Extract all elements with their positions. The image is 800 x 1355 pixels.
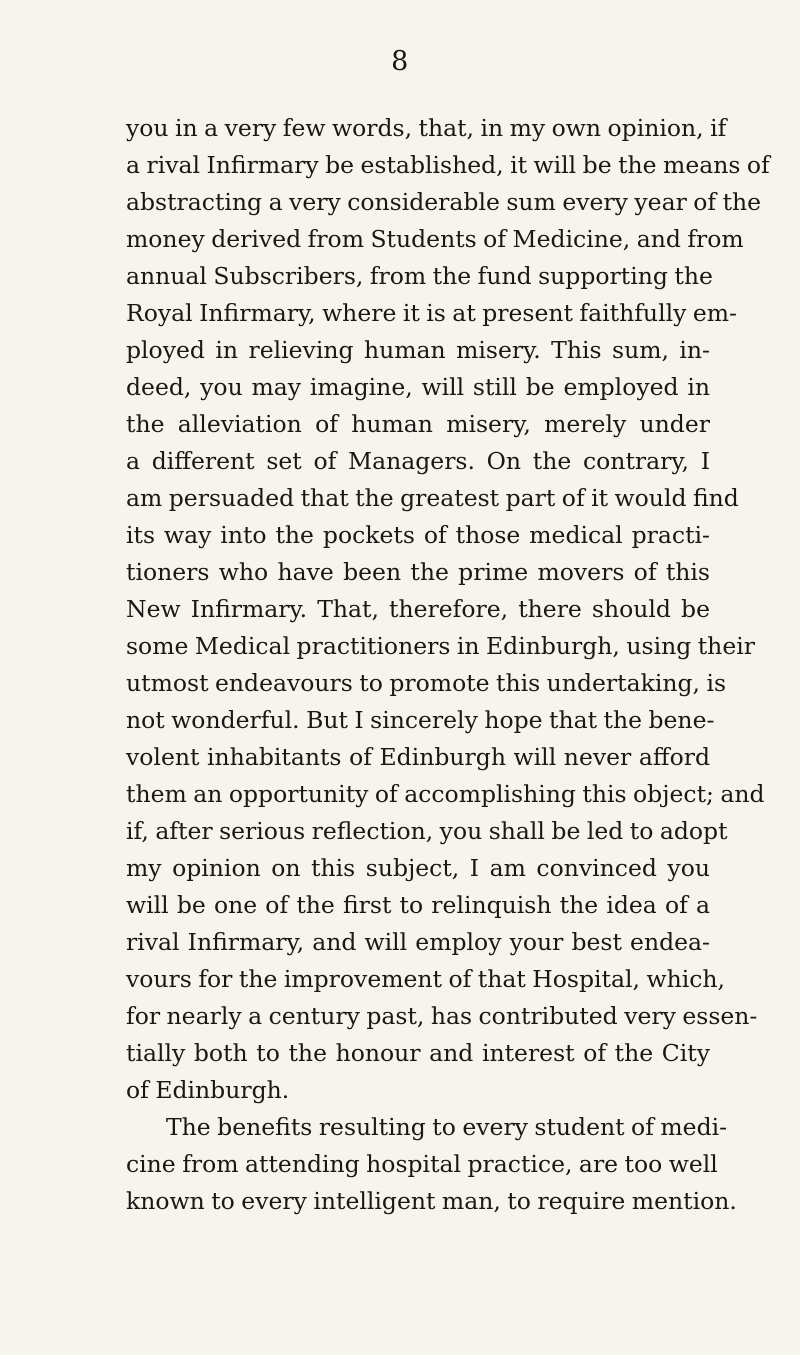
text-line: known to every intelligent man, to require mention. xyxy=(126,1187,737,1215)
text-line: a different set of Managers. On the contrary, I xyxy=(126,447,710,475)
text-line: vours for the improvement of that Hospital, which, xyxy=(126,965,725,993)
text-line: deed, you may imagine, will still be employed in xyxy=(126,373,710,401)
text-line: tially both to the honour and interest of the City xyxy=(126,1039,710,1067)
text-line: tioners who have been the prime movers of this xyxy=(126,558,710,586)
text-line: volent inhabitants of Edinburgh will never afford xyxy=(126,743,710,771)
text-line: rival Infirmary, and will employ your best endea- xyxy=(126,928,710,956)
text-line: Royal Infirmary, where it is at present faithfully em- xyxy=(126,299,737,327)
text-line: a rival Infirmary be established, it will be the means of xyxy=(126,151,770,179)
page-number: 8 xyxy=(391,46,409,77)
body-text xyxy=(126,110,770,1220)
text-line: some Medical practitioners in Edinburgh, using their xyxy=(126,632,755,660)
text-line: money derived from Students of Medicine, and from xyxy=(126,225,744,253)
text-line: if, after serious reflection, you shall be led to adopt xyxy=(126,817,728,845)
text-line: utmost endeavours to promote this undertaking, is xyxy=(126,669,727,697)
text-line: its way into the pockets of those medical practi- xyxy=(126,521,710,549)
text-line: ployed in relieving human misery. This sum, in- xyxy=(126,336,710,364)
text-line: the alleviation of human misery, merely under xyxy=(126,410,710,438)
text-line: will be one of the first to relinquish the idea of a xyxy=(126,891,710,919)
text-line: cine from attending hospital practice, are too well xyxy=(126,1150,718,1178)
text-line: my opinion on this subject, I am convinced you xyxy=(126,854,710,882)
text-line: of Edinburgh. xyxy=(126,1076,290,1104)
text-line: you in a very few words, that, in my own opinion, if xyxy=(126,114,727,142)
paragraph-start-line: The benefits resulting to every student of medi- xyxy=(166,1113,728,1141)
text-line: not wonderful. But I sincerely hope that the bene- xyxy=(126,706,715,734)
text-line: am persuaded that the greatest part of it would find xyxy=(126,484,739,512)
text-line: annual Subscribers, from the fund supporting the xyxy=(126,262,713,290)
text-line: New Infirmary. That, therefore, there should be xyxy=(126,595,710,623)
text-line: for nearly a century past, has contributed very essen- xyxy=(126,1002,758,1030)
text-line: abstracting a very considerable sum every year of the xyxy=(126,188,762,216)
text-line: them an opportunity of accomplishing this object; and xyxy=(126,780,765,808)
